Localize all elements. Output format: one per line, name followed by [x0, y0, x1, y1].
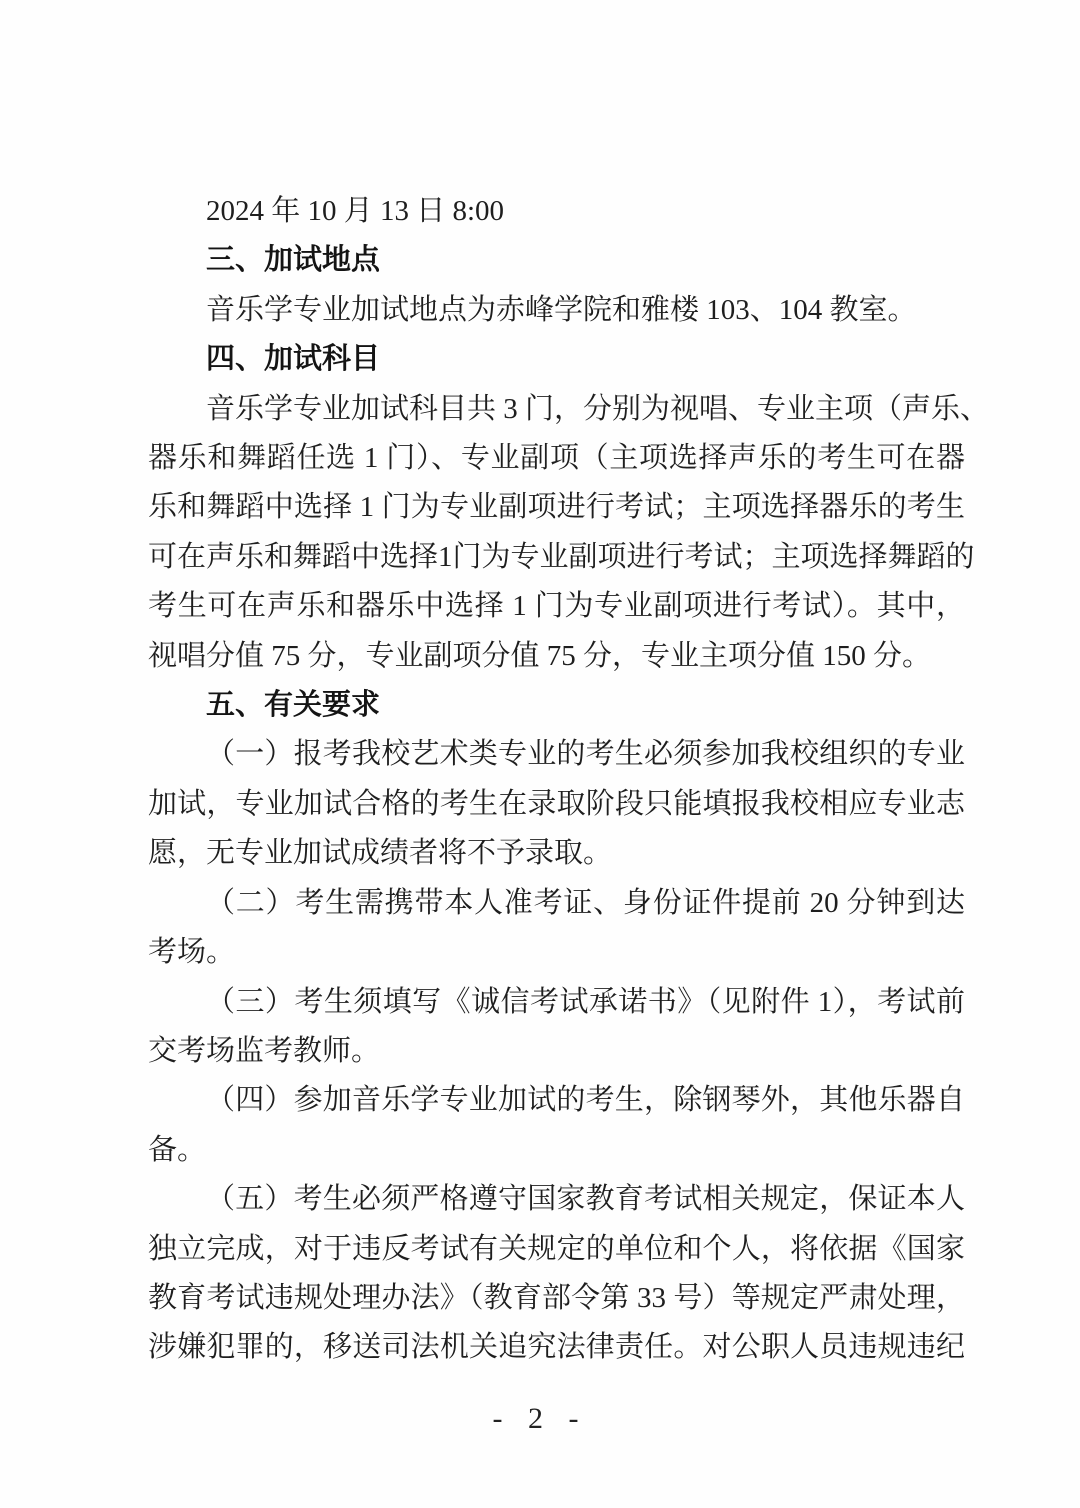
text-line: 视唱分值 75 分，专业副项分值 75 分，专业主项分值 150 分。 — [148, 639, 932, 672]
text-line: 考生可在声乐和器乐中选择 1 门为专业副项进行考试）。其中， — [148, 590, 965, 623]
section-heading: 四、加试科目 — [206, 343, 381, 376]
paragraph — [148, 385, 990, 681]
paragraph — [148, 187, 965, 236]
text-line: 独立完成，对于违反考试有关规定的单位和个人，将依据《国家 — [148, 1232, 965, 1265]
page-number: - 2 - — [492, 1402, 588, 1435]
paragraph — [148, 879, 965, 978]
text-line: （五）考生必须严格遵守国家教育考试相关规定，保证本人 — [206, 1183, 965, 1216]
text-line: 器乐和舞蹈任选 1 门）、专业副项（主项选择声乐的考生可在器 — [148, 442, 965, 475]
text-line: 教育考试违规处理办法》（教育部令第 33 号）等规定严肃处理， — [148, 1281, 965, 1314]
text-line: 备。 — [148, 1133, 207, 1166]
text-line: 交考场监考教师。 — [148, 1034, 381, 1067]
paragraph — [148, 1175, 965, 1373]
text-line: 可在声乐和舞蹈中选择1门为专业副项进行考试；主项选择舞蹈的 — [148, 540, 975, 573]
text-line: （三）考生须填写《诚信考试承诺书》（见附件 1），考试前 — [206, 985, 965, 1018]
text-line: （二）考生需携带本人准考证、身份证件提前 20 分钟到达 — [206, 886, 965, 919]
text-line: 2024 年 10 月 13 日 8:00 — [206, 195, 505, 227]
text-line: 音乐学专业加试科目共 3 门，分别为视唱、专业主项（声乐、 — [206, 392, 990, 425]
document-body — [148, 187, 990, 1373]
text-line: （四）参加音乐学专业加试的考生，除钢琴外，其他乐器自 — [206, 1084, 965, 1117]
text-line: 涉嫌犯罪的，移送司法机关追究法律责任。对公职人员违规违纪 — [148, 1331, 965, 1364]
text-line: 愿，无专业加试成绩者将不予录取。 — [148, 837, 613, 870]
section-heading: 五、有关要求 — [206, 689, 381, 722]
paragraph — [148, 978, 965, 1077]
text-line: （一）报考我校艺术类专业的考生必须参加我校组织的专业 — [206, 738, 965, 771]
text-line: 乐和舞蹈中选择 1 门为专业副项进行考试；主项选择器乐的考生 — [148, 491, 965, 524]
text-line: 音乐学专业加试地点为赤峰学院和雅楼 103、104 教室。 — [206, 293, 917, 326]
paragraph — [148, 286, 965, 335]
text-line: 加试，专业加试合格的考生在录取阶段只能填报我校相应专业志 — [148, 787, 965, 820]
paragraph — [148, 1076, 965, 1175]
section-heading: 三、加试地点 — [206, 244, 381, 277]
paragraph — [148, 730, 965, 878]
text-line: 考场。 — [148, 936, 236, 969]
